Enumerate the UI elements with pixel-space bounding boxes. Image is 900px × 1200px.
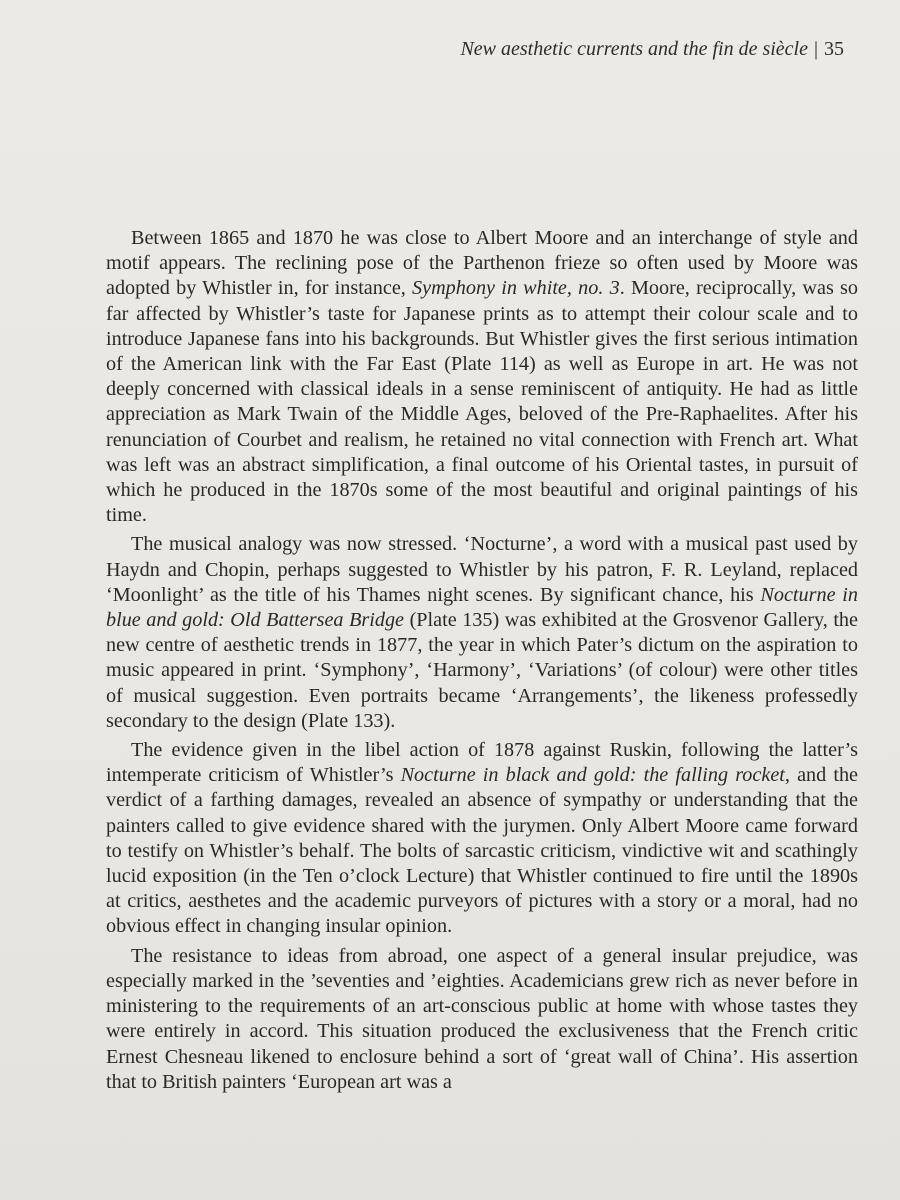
page-number: 35 (824, 38, 844, 60)
body-text (106, 226, 858, 1095)
paragraph-3-text-b: , and the verdict of a farthing damages, revealed an absence of sympathy or understanding that the painters called to give evidence shared with the jurymen. Only Albert Moore came forward to testify on Whistler’s behalf. The bolts of sarcastic criticism, vindictive wit and scathingly lucid exposition (in the Ten o’clock Lecture) that Whistler continued to fire until the 1890s at critics, aesthetes and the academic purveyors of pictures with a story or a moral, had no obvious effect in changing insular opinion. (106, 764, 858, 938)
paragraph-3-text-a: The evidence given in the libel action of 1878 against Ruskin, following the latter’s intemperate criticism of Whistler’s (106, 739, 858, 787)
paragraph-4 (106, 944, 858, 1095)
artwork-title-nocturne-blue-gold: Nocturne in blue and gold: Old Battersea Bridge (106, 583, 858, 632)
artwork-title-symphony-in-white: Symphony in white, no. 3 (412, 277, 620, 300)
paragraph-4-text: The resistance to ideas from abroad, one aspect of a general insular prejudice, was especially marked in the ’seventies and ’eighties. Academicians grew rich as never before in ministering to the requirements of an art-conscious public at home with whose tastes they were entirely in accord. This situation produced the exclusiveness that the French critic Ernest Chesneau likened to enclosure behind a sort of ‘great wall of China’. His assertion that to British painters ‘European art was a (106, 944, 858, 1093)
paragraph-2-text-a: The musical analogy was now stressed. ‘Nocturne’, a word with a musical past used by Haydn and Chopin, perhaps suggested to Whistler by his patron, F. R. Leyland, replaced ‘Moonlight’ as the title of his Thames night scenes. By significant chance, his (106, 533, 858, 606)
paragraph-1-text-a: Between 1865 and 1870 he was close to Albert Moore and an interchange of style and motif appears. The reclining pose of the Parthenon frieze so often used by Moore was adopted by Whistler in, for instance, (106, 227, 858, 300)
running-head (460, 38, 844, 61)
paragraph-2 (106, 532, 858, 734)
artwork-title-nocturne-black-gold: Nocturne in black and gold: the falling rocket (400, 764, 785, 787)
paragraph-2-text-b: (Plate 135) was exhibited at the Grosvenor Gallery, the new centre of aesthetic trends in 1877, the year in which Pater’s dictum on the aspiration to music appeared in print. ‘Symphony’, ‘Harmony’, ‘Variations’ (of colour) were other titles of musical suggestion. Even portraits became ‘Arrangements’, the likeness professedly secondary to the design (Plate 133). (106, 609, 858, 732)
header-separator: | (813, 38, 818, 60)
paragraph-1-text-b: . Moore, reciprocally, was so far affected by Whistler’s taste for Japanese prints as to attempt their colour scale and to introduce Japanese fans into his backgrounds. But Whistler gives the first serious intimation of the American link with the Far East (Plate 114) as well as Europe in art. He was not deeply concerned with classical ideals in a sense reminiscent of antiquity. He had as little appreciation as Mark Twain of the Middle Ages, beloved of the Pre-Raphaelites. After his renunciation of Courbet and realism, he retained no vital connection with French art. What was left was an abstract simplification, a final outcome of his Oriental tastes, in pursuit of which he produced in the 1870s some of the most beautiful and original paintings of his time. (106, 277, 858, 527)
paragraph-1 (106, 226, 858, 528)
paragraph-3 (106, 738, 858, 940)
chapter-title: New aesthetic currents and the fin de siècle (460, 38, 808, 60)
